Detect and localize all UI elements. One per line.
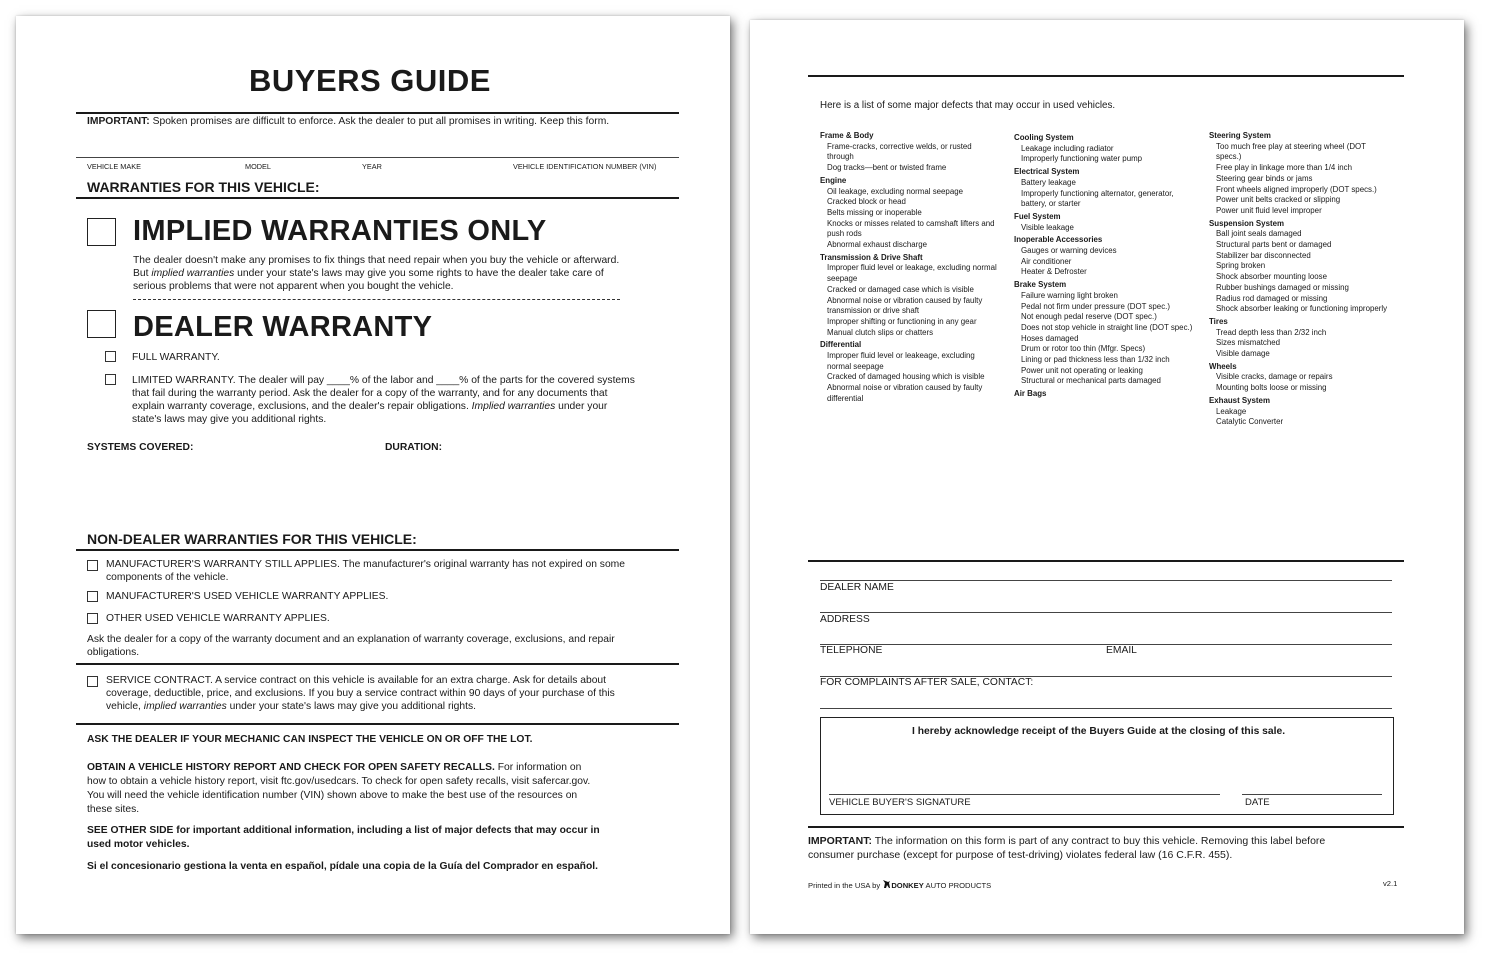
other-used-checkbox[interactable]: [87, 613, 98, 624]
important-footer-line1: IMPORTANT: The information on this form is part of any contract to buy this vehicle. Removing this label before: [808, 835, 1326, 847]
defect-category-title: Transmission & Drive Shaft: [820, 252, 923, 262]
buyers-guide-back-page: [750, 20, 1464, 934]
defect-item: Abnormal noise or vibration caused by faulty transmission or drive shaft: [827, 295, 983, 316]
defect-item: Failure warning light broken: [1021, 290, 1118, 300]
manufacturer-used-checkbox[interactable]: [87, 591, 98, 602]
defects-column-1: [820, 131, 1000, 405]
defect-category-title: Exhaust System: [1209, 395, 1270, 405]
important-label: IMPORTANT:: [87, 116, 150, 127]
buyer-signature-field[interactable]: VEHICLE BUYER'S SIGNATURE: [829, 797, 971, 808]
divider: [76, 112, 679, 114]
defect-item: Power unit belts cracked or slipping: [1216, 195, 1341, 205]
defect-item: Heater & Defroster: [1021, 267, 1087, 277]
defect-item: Stabilizer bar disconnected: [1216, 250, 1311, 260]
defect-item: Front wheels aligned improperly (DOT specs.): [1216, 184, 1377, 194]
implied-text-line1: The dealer doesn't make any promises to fix things that need repair when you buy the vehicle or afterward.: [133, 255, 620, 266]
defect-category-title: Brake System: [1014, 280, 1067, 290]
defect-item: Rubber bushings damaged or missing: [1216, 282, 1349, 292]
vehicle-year-field[interactable]: YEAR: [362, 162, 382, 171]
history-line1: OBTAIN A VEHICLE HISTORY REPORT AND CHECK FOR OPEN SAFETY RECALLS. For information on: [87, 762, 582, 773]
defect-item: Oil leakage, excluding normal seepage: [827, 186, 963, 196]
defect-category-title: Electrical System: [1014, 167, 1080, 177]
defect-item: Visible damage: [1216, 349, 1270, 359]
defect-category-title: Engine: [820, 175, 847, 185]
defect-item: Improperly functioning alternator, generator, battery, or starter: [1021, 188, 1174, 209]
address-field[interactable]: ADDRESS: [820, 614, 870, 625]
defect-item: Abnormal exhaust discharge: [827, 240, 928, 250]
defect-item: Power unit not operating or leaking: [1021, 365, 1143, 375]
service-contract-line2: coverage, deductible, price, and exclusions. If you buy a service contract within 90 days of your purchase of this: [106, 688, 615, 699]
dashed-divider: [133, 299, 620, 300]
defect-category-title: Tires: [1209, 316, 1228, 326]
defect-item: Improperly functioning water pump: [1021, 154, 1143, 164]
implied-warranties-heading: IMPLIED WARRANTIES ONLY: [133, 215, 547, 247]
form-line: [820, 580, 1392, 581]
mechanic-inspection-text: ASK THE DEALER IF YOUR MECHANIC CAN INSPECT THE VEHICLE ON OR OFF THE LOT.: [87, 734, 533, 745]
defect-item: Pedal not firm under pressure (DOT spec.): [1021, 301, 1170, 311]
important-notice: [87, 116, 609, 127]
important-footer-line2: consumer purchase (except for purpose of test-driving) violates federal law (16 C.F.R. 455).: [808, 849, 1233, 861]
defect-item: Radius rod damaged or missing: [1216, 293, 1328, 303]
implied-text-line2: But implied warranties under your state's laws may give you some rights to have the dealer take care of: [133, 268, 604, 279]
full-warranty-label: FULL WARRANTY.: [132, 352, 220, 363]
manufacturer-warranty-line2: components of the vehicle.: [106, 572, 229, 583]
see-other-side-line2: used motor vehicles.: [87, 839, 190, 850]
defect-category-title: Differential: [820, 340, 862, 350]
defect-item: Gauges or warning devices: [1021, 246, 1117, 256]
defect-category-title: Inoperable Accessories: [1014, 235, 1103, 245]
defect-item: Free play in linkage more than 1/4 inch: [1216, 163, 1352, 173]
defect-item: Steering gear binds or jams: [1216, 173, 1313, 183]
defect-item: Ball joint seals damaged: [1216, 229, 1302, 239]
defect-item: Does not stop vehicle in straight line (DOT spec.): [1021, 322, 1193, 332]
non-dealer-heading: NON-DEALER WARRANTIES FOR THIS VEHICLE:: [87, 531, 417, 547]
defect-item: Frame-cracks, corrective welds, or rusted through: [827, 141, 972, 162]
date-field[interactable]: DATE: [1245, 797, 1270, 808]
acknowledgement-text: I hereby acknowledge receipt of the Buyers Guide at the closing of this sale.: [912, 726, 1286, 737]
defect-item: Mounting bolts loose or missing: [1216, 383, 1327, 393]
manufacturer-warranty-checkbox[interactable]: [87, 560, 98, 571]
defect-item: Battery leakage: [1021, 177, 1076, 187]
divider: [76, 197, 679, 199]
history-line4: these sites.: [87, 804, 140, 815]
defect-item: Cracked block or head: [827, 197, 906, 207]
vin-field[interactable]: VEHICLE IDENTIFICATION NUMBER (VIN): [513, 162, 657, 171]
defect-item: Knocks or misses related to camshaft lifters and push rods: [827, 218, 995, 239]
email-field[interactable]: EMAIL: [1106, 645, 1137, 656]
warranties-heading: WARRANTIES FOR THIS VEHICLE:: [87, 179, 320, 195]
defect-item: Cracked or damaged case which is visible: [827, 284, 974, 294]
defect-item: Improper fluid level or leakeage, excluding normal seepage: [827, 351, 975, 371]
limited-warranty-line3: explain warranty coverage, exclusions, and the dealer's repair obligations. Implied warranties under your: [132, 401, 608, 412]
duration-label[interactable]: DURATION:: [385, 442, 443, 453]
service-contract-line3: vehicle, implied warranties under your state's laws may give you additional rights.: [106, 701, 476, 712]
vehicle-model-field[interactable]: MODEL: [245, 162, 271, 171]
spanish-notice: Si el concesionario gestiona la venta en español, pídale una copia de la Guía del Comprador en español.: [87, 861, 598, 872]
defect-category-title: Steering System: [1209, 131, 1271, 140]
defect-category-title: Cooling System: [1014, 133, 1074, 142]
defect-item: Improper fluid level or leakage, excluding normal seepage: [827, 263, 997, 284]
defect-item: Structural or mechanical parts damaged: [1021, 376, 1161, 386]
version-label: v2.1: [1383, 879, 1398, 888]
defect-item: Belts missing or inoperable: [827, 207, 922, 217]
divider: [76, 723, 679, 725]
vehicle-make-field[interactable]: VEHICLE MAKE: [87, 162, 141, 171]
other-used-label: OTHER USED VEHICLE WARRANTY APPLIES.: [106, 613, 330, 624]
defect-item: Shock absorber leaking or functioning improperly: [1216, 304, 1388, 314]
defect-category-title: Air Bags: [1014, 389, 1047, 399]
dealer-warranty-heading: DEALER WARRANTY: [133, 311, 433, 343]
defect-item: Shock absorber mounting loose: [1216, 272, 1327, 282]
defect-item: Catalytic Converter: [1216, 417, 1284, 427]
defect-item: Cracked of damaged housing which is visible: [827, 372, 985, 382]
ask-dealer-line2: obligations.: [87, 647, 140, 658]
divider: [76, 549, 679, 551]
complaints-contact-field[interactable]: FOR COMPLAINTS AFTER SALE, CONTACT:: [820, 677, 1034, 688]
defects-intro: Here is a list of some major defects that may occur in used vehicles.: [820, 100, 1116, 111]
defect-category-title: Wheels: [1209, 361, 1237, 371]
defect-item: Dog tracks—bent or twisted frame: [827, 163, 947, 173]
signature-line: [829, 794, 1220, 795]
defect-item: Sizes mismatched: [1216, 338, 1281, 348]
manufacturer-warranty-line1: MANUFACTURER'S WARRANTY STILL APPLIES. The manufacturer's original warranty has not expired on some: [106, 559, 625, 570]
defect-item: Spring broken: [1216, 261, 1266, 271]
limited-warranty-checkbox[interactable]: [105, 374, 116, 385]
history-line2: how to obtain a vehicle history report, visit ftc.gov/usedcars. To check for open safety recalls, visit safercar.gov.: [87, 776, 591, 787]
defect-category-title: Frame & Body: [820, 131, 874, 140]
limited-warranty-line2: that fail during the warranty period. Ask the dealer for a copy of the warranty, and for any documents that: [132, 388, 608, 399]
defect-item: Leakage: [1216, 406, 1247, 416]
ask-dealer-line1: Ask the dealer for a copy of the warranty document and an explanation of warranty coverage, exclusions, and repair: [87, 634, 615, 645]
defect-item: Tread depth less than 2/32 inch: [1216, 327, 1327, 337]
dealer-name-field[interactable]: DEALER NAME: [820, 582, 894, 593]
full-warranty-checkbox[interactable]: [105, 351, 116, 362]
divider: [808, 75, 1404, 77]
divider: [76, 663, 679, 665]
defects-column-2: [1014, 133, 1200, 400]
limited-warranty-line1: LIMITED WARRANTY. The dealer will pay ____% of the labor and ____% of the parts for the covered systems: [132, 375, 635, 386]
defect-item: Not enough pedal reserve (DOT spec.): [1021, 312, 1157, 322]
defect-item: Drum or rotor too thin (Mfgr. Specs): [1021, 344, 1146, 354]
defect-item: Air conditioner: [1021, 256, 1072, 266]
important-text: Spoken promises are difficult to enforce. Ask the dealer to put all promises in writing. Keep this form.: [152, 116, 610, 127]
form-line: [820, 612, 1392, 613]
implied-text-line3: serious problems that were not apparent when you bought the vehicle.: [133, 281, 454, 292]
defect-item: Visible leakage: [1021, 222, 1074, 232]
defect-item: Visible cracks, damage or repairs: [1216, 372, 1333, 382]
donkey-logo-icon: [882, 879, 891, 889]
date-line: [1242, 794, 1382, 795]
defect-item: Hoses damaged: [1021, 333, 1079, 343]
service-contract-line1: SERVICE CONTRACT. A service contract on this vehicle is available for an extra charge. Ask for details about: [106, 675, 607, 686]
printed-by: Printed in the USA by DONKEY AUTO PRODUCTS: [808, 881, 992, 890]
see-other-side-line1: SEE OTHER SIDE for important additional information, including a list of major defects that may occur in: [87, 825, 600, 836]
defect-item: Abnormal noise or vibration caused by faulty differential: [827, 383, 983, 403]
defect-category-title: Fuel System: [1014, 211, 1061, 221]
history-line3: You will need the vehicle identification number (VIN) shown above to make the best use of the resources on: [87, 790, 578, 801]
defect-item: Leakage including radiator: [1021, 143, 1114, 153]
defect-item: Structural parts bent or damaged: [1216, 240, 1332, 250]
divider: [808, 560, 1404, 562]
vehicle-fields-line: [76, 157, 679, 158]
limited-warranty-line4: state's laws may give you additional rights.: [132, 414, 327, 425]
defect-item: Lining or pad thickness less than 1/32 inch: [1021, 355, 1170, 365]
defect-item: Manual clutch slips or chatters: [827, 327, 934, 337]
manufacturer-used-label: MANUFACTURER'S USED VEHICLE WARRANTY APPLIES.: [106, 591, 389, 602]
defect-item: Too much free play at steering wheel (DOT specs.): [1216, 141, 1366, 162]
defects-column-3: [1209, 131, 1389, 428]
defect-category-title: Suspension System: [1209, 218, 1284, 228]
page-title: BUYERS GUIDE: [249, 63, 491, 98]
systems-covered-label[interactable]: SYSTEMS COVERED:: [87, 442, 194, 453]
telephone-field[interactable]: TELEPHONE: [820, 645, 883, 656]
form-line: [820, 708, 1392, 709]
defect-item: Improper shifting or functioning in any gear: [827, 316, 977, 326]
dealer-warranty-checkbox[interactable]: [87, 310, 116, 338]
divider: [808, 826, 1404, 828]
defect-item: Power unit fluid level improper: [1216, 205, 1322, 215]
implied-warranties-checkbox[interactable]: [87, 218, 116, 246]
buyers-guide-front-page: [16, 16, 730, 934]
service-contract-checkbox[interactable]: [87, 676, 98, 687]
